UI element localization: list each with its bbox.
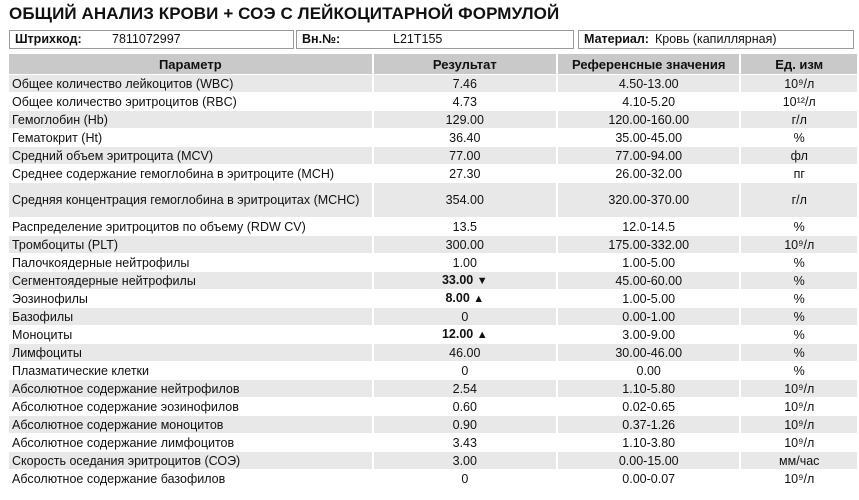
unit-cell: % [741,272,857,289]
result-value: 0 [461,471,469,486]
unit-cell: фл [741,147,857,164]
table-row [9,272,857,289]
table-row [9,398,857,415]
reference-cell: 320.00-370.00 [558,183,740,217]
parameter-cell: Плазматические клетки [12,363,150,378]
unit-cell: % [741,308,857,325]
reference-cell: 0.00-1.00 [558,308,740,325]
unit-cell: % [793,291,805,306]
parameter-cell: Гематокрит (Ht) [12,130,103,145]
result-cell [374,344,556,361]
result-cell [374,254,556,271]
result-value: 0 [461,309,469,324]
table-row [9,416,857,433]
table-row [9,129,857,146]
unit-cell: 10⁹/л [784,399,815,414]
result-value: 33.00 [441,273,474,287]
internal-number-box [296,30,574,49]
result-value: 0.60 [452,399,477,414]
parameter-cell: Гемоглобин (Hb) [9,111,372,128]
internal-number-value: L21T155 [393,32,443,46]
results-table [7,53,859,488]
table-row [9,254,857,271]
result-cell [374,183,556,217]
result-value: 2.54 [452,381,477,396]
result-value: 3.00 [452,453,477,468]
result-value: 4.73 [452,94,477,109]
result-cell [374,129,556,146]
table-row [9,290,857,307]
result-cell [374,272,556,289]
table-row [9,362,857,379]
result-value: 1.00 [452,255,477,270]
reference-cell: 26.00-32.00 [615,166,683,181]
result-cell [374,218,556,235]
result-cell [374,290,556,307]
unit-cell: % [793,363,805,378]
parameter-cell: Средняя концентрация гемоглобина в эритроцитах (MCHC) [9,183,372,217]
parameter-cell: Общее количество эритроцитов (RBC) [12,94,237,109]
reference-cell: 0.37-1.26 [558,416,740,433]
arrow-up-icon: ▲ [476,329,488,341]
parameter-cell: Среднее содержание гемоглобина в эритроците (MCH) [12,166,335,181]
result-cell [374,75,556,92]
parameter-cell: Абсолютное содержание лимфоцитов [12,435,235,450]
reference-cell: 1.10-5.80 [558,380,740,397]
unit-cell: 10⁹/л [784,435,815,450]
unit-cell: % [793,255,805,270]
table-row [9,165,857,182]
result-cell [374,470,556,487]
reference-cell: 12.0-14.5 [622,219,676,234]
header-reference: Референсные значения [558,54,740,74]
result-value: 77.00 [449,148,481,163]
parameter-cell: Абсолютное содержание базофилов [12,471,226,486]
parameter-cell: Скорость оседания эритроцитов (СОЭ) [9,452,372,469]
unit-cell: % [741,344,857,361]
parameter-cell: Средний объем эритроцита (MCV) [9,147,372,164]
result-value: 354.00 [445,193,484,207]
reference-cell: 175.00-332.00 [558,236,740,253]
material-value: Кровь (капиллярная) [655,32,777,46]
barcode-label: Штрихкод: [15,32,82,46]
table-row [9,218,857,235]
header-result: Результат [374,54,556,74]
result-value: 46.00 [449,345,481,360]
unit-cell: 10⁹/л [741,416,857,433]
material-label: Материал: [584,32,649,46]
unit-cell: г/л [741,183,857,217]
unit-cell: пг [793,166,805,181]
parameter-cell: Сегментоядерные нейтрофилы [9,272,372,289]
reference-cell: 0.00-0.07 [622,471,676,486]
result-value: 36.40 [449,130,481,145]
unit-cell: % [793,130,805,145]
parameter-cell: Тромбоциты (PLT) [9,236,372,253]
result-value: 12.00 [441,327,474,341]
unit-cell: г/л [741,111,857,128]
barcode-box [9,30,294,49]
reference-cell: 4.10-5.20 [622,94,676,109]
result-value: 7.46 [452,76,477,91]
header-parameter: Параметр [9,54,372,74]
unit-cell: мм/час [741,452,857,469]
result-cell [374,326,556,343]
unit-cell: 10⁹/л [784,471,815,486]
parameter-cell: Эозинофилы [12,291,88,306]
header-unit: Ед. изм [741,54,857,74]
result-cell [374,416,556,433]
table-row [9,380,857,397]
parameter-cell: Абсолютное содержание эозинофилов [12,399,239,414]
result-cell [374,93,556,110]
parameter-cell: Абсолютное содержание нейтрофилов [9,380,372,397]
reference-cell: 0.00 [636,363,661,378]
reference-cell: 77.00-94.00 [558,147,740,164]
parameter-cell: Палочкоядерные нейтрофилы [12,255,190,270]
table-row [9,452,857,469]
reference-cell: 45.00-60.00 [558,272,740,289]
result-cell [374,380,556,397]
table-row [9,236,857,253]
result-value: 0 [461,363,469,378]
reference-cell: 35.00-45.00 [615,130,683,145]
result-cell [374,236,556,253]
table-row [9,183,857,217]
table-header-row [9,54,857,74]
table-row [9,344,857,361]
table-row [9,470,857,487]
table-row [9,111,857,128]
reference-cell: 4.50-13.00 [558,75,740,92]
result-value: 13.5 [452,219,477,234]
material-box [578,30,854,49]
unit-cell: 10⁹/л [741,380,857,397]
reference-cell: 1.00-5.00 [622,255,676,270]
result-value: 27.30 [449,166,481,181]
result-value: 3.43 [452,435,477,450]
result-cell [374,111,556,128]
arrow-down-icon: ▼ [476,275,488,287]
table-row [9,308,857,325]
parameter-cell: Общее количество лейкоцитов (WBC) [9,75,372,92]
arrow-up-icon: ▲ [473,293,485,305]
result-cell [374,308,556,325]
report-title: ОБЩИЙ АНАЛИЗ КРОВИ + СОЭ С ЛЕЙКОЦИТАРНОЙ ФОРМУЛОЙ [9,4,560,23]
result-value: 0.90 [452,417,477,432]
reference-cell: 3.00-9.00 [622,327,676,342]
parameter-cell: Распределение эритроцитов по объему (RDW CV) [12,219,306,234]
parameter-cell: Моноциты [12,327,73,342]
reference-cell: 1.10-3.80 [622,435,676,450]
parameter-cell: Лимфоциты [9,344,372,361]
result-value: 8.00 [445,291,470,305]
parameter-cell: Абсолютное содержание моноцитов [9,416,372,433]
result-cell [374,434,556,451]
reference-cell: 120.00-160.00 [558,111,740,128]
result-cell [374,147,556,164]
table-row [9,326,857,343]
unit-cell: 10⁹/л [741,236,857,253]
internal-number-label: Вн.№: [302,32,341,46]
unit-cell: 10¹²/л [782,94,816,109]
reference-cell: 1.00-5.00 [622,291,676,306]
table-body [9,75,857,487]
table-row [9,75,857,92]
unit-cell: % [793,327,805,342]
result-value: 300.00 [445,237,484,252]
table-row [9,93,857,110]
reference-cell: 0.02-0.65 [622,399,676,414]
table-row [9,434,857,451]
barcode-value: 7811072997 [112,32,181,46]
reference-cell: 0.00-15.00 [558,452,740,469]
result-value: 129.00 [445,112,484,127]
unit-cell: % [793,219,805,234]
result-cell [374,165,556,182]
result-cell [374,362,556,379]
result-cell [374,398,556,415]
parameter-cell: Базофилы [9,308,372,325]
table-row [9,147,857,164]
unit-cell: 10⁹/л [741,75,857,92]
reference-cell: 30.00-46.00 [558,344,740,361]
result-cell [374,452,556,469]
